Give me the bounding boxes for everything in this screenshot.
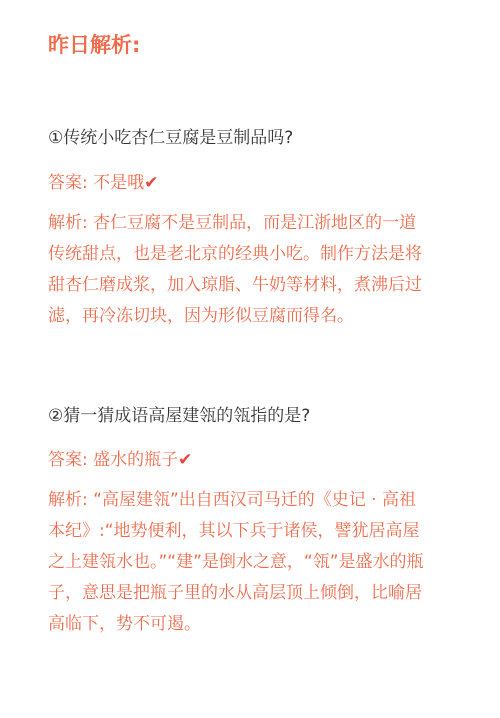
analysis-line: 解析: 杏仁豆腐不是豆制品，而是江浙地区的一道 bbox=[48, 213, 417, 233]
question-1: ①传统小吃杏仁豆腐是豆制品吗? bbox=[48, 128, 294, 148]
analysis-line: 子，意思是把瓶子里的水从高层顶上倾倒，比喻居 bbox=[48, 583, 422, 603]
analysis-2 bbox=[48, 485, 458, 640]
analysis-line: 之上建瓴水也。”“建”是倒水之意，“瓴”是盛水的瓶 bbox=[48, 552, 424, 572]
answer-1 bbox=[48, 170, 158, 196]
analysis-line: 高临下，势不可遏。 bbox=[48, 614, 201, 634]
question-2: ②猜一猜成语高屋建瓴的瓴指的是? bbox=[48, 406, 311, 426]
section-title: 昨日解析: bbox=[48, 33, 141, 57]
answer-2 bbox=[48, 447, 192, 473]
analysis-line: 本纪》:“地势便利，其以下兵于诸侯，譬犹居高屋 bbox=[48, 521, 420, 541]
answer-label: 答案: bbox=[48, 173, 94, 193]
analysis-line: 滤，再冷冻切块，因为形似豆腐而得名。 bbox=[48, 306, 354, 326]
analysis-line: 解析: “高屋建瓴”出自西汉司马迁的《史记 · 高祖 bbox=[48, 490, 416, 510]
analysis-1 bbox=[48, 208, 458, 332]
check-icon: ✔ bbox=[144, 173, 159, 193]
analysis-line: 甜杏仁磨成浆，加入琼脂、牛奶等材料，煮沸后过 bbox=[48, 275, 422, 295]
check-icon: ✔ bbox=[178, 450, 193, 470]
answer-value: 盛水的瓶子 bbox=[93, 450, 179, 470]
answer-value: 不是哦 bbox=[93, 173, 145, 193]
analysis-line: 传统甜点，也是老北京的经典小吃。制作方法是将 bbox=[48, 244, 422, 264]
answer-label: 答案: bbox=[48, 450, 94, 470]
